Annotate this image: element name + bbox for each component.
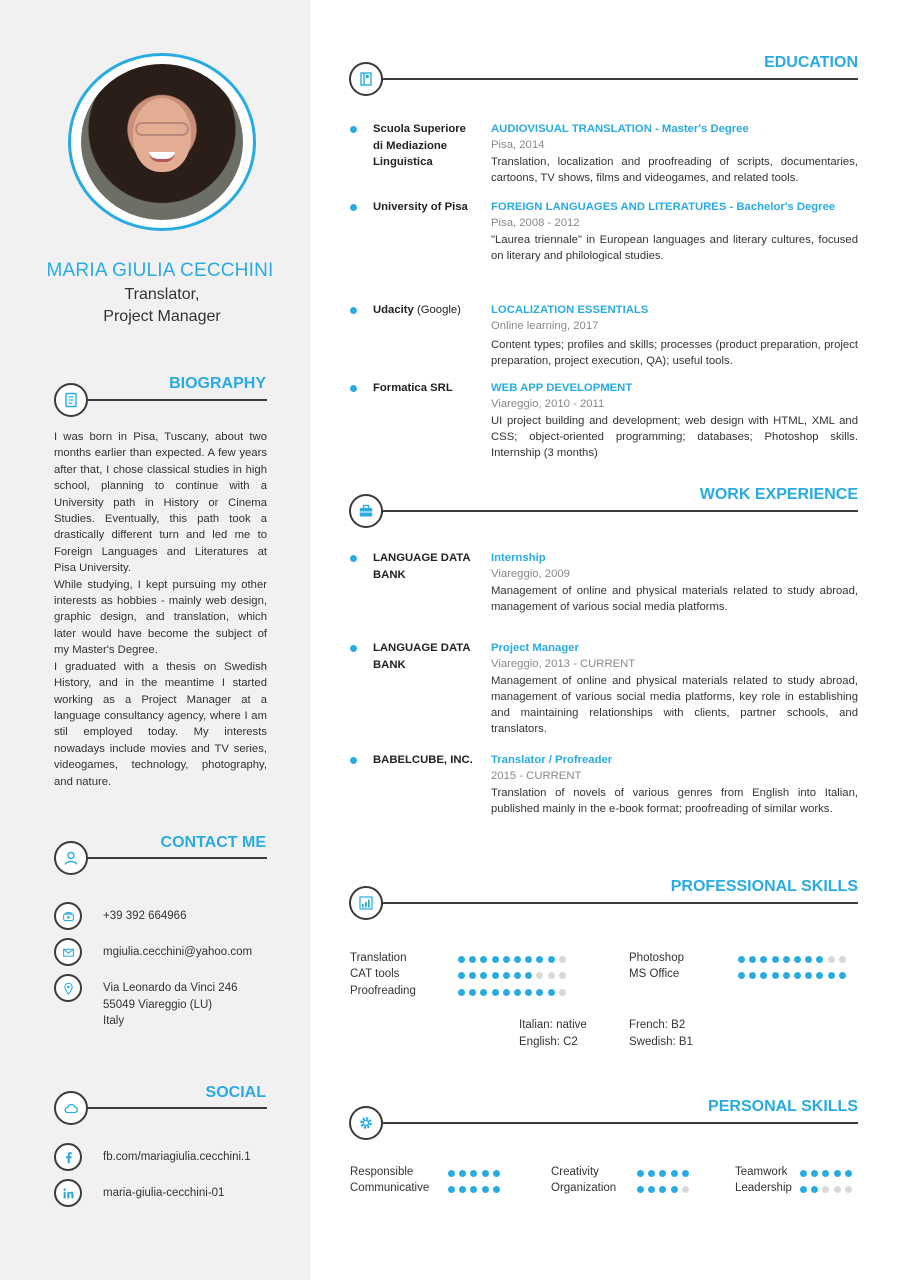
education-org-line: Formatica SRL bbox=[373, 382, 453, 394]
work-meta: Viareggio, 2009 bbox=[491, 568, 570, 581]
contact-rule bbox=[80, 857, 267, 859]
professional-skills-rule bbox=[375, 902, 858, 904]
education-details bbox=[491, 199, 858, 264]
rating-dot-filled bbox=[458, 972, 465, 979]
gear-icon bbox=[349, 1106, 383, 1140]
biography-rule bbox=[80, 399, 267, 401]
education-description: UI project building and development; web design with HTML, XML and CSS; object-oriented programming; databases; Photoshop skills. Internship (3 months) bbox=[491, 414, 858, 460]
contact-address-line2: 55049 Viareggio (LU) bbox=[103, 998, 213, 1011]
profile-role-line2: Project Manager bbox=[103, 308, 221, 325]
language-italian: Italian: native bbox=[519, 1019, 587, 1031]
education-details bbox=[491, 121, 858, 186]
map-pin-icon bbox=[54, 974, 82, 1002]
rating-dot-filled bbox=[525, 956, 532, 963]
bullet-dot bbox=[350, 555, 357, 562]
personal-skills-rule bbox=[375, 1122, 858, 1124]
skill-label: Translation bbox=[350, 952, 407, 964]
skill-rating bbox=[637, 1170, 689, 1177]
envelope-icon bbox=[54, 938, 82, 966]
languages-col-2 bbox=[629, 1017, 693, 1050]
education-meta: Pisa, 2008 - 2012 bbox=[491, 217, 580, 230]
professional-skills-title: PROFESSIONAL SKILLS bbox=[670, 878, 858, 895]
bullet-dot bbox=[350, 307, 357, 314]
rating-dot-filled bbox=[536, 989, 543, 996]
rating-dot-empty bbox=[845, 1186, 852, 1193]
rating-dot-filled bbox=[760, 956, 767, 963]
biography-text bbox=[54, 429, 267, 790]
rating-dot-filled bbox=[492, 972, 499, 979]
education-org bbox=[373, 121, 483, 171]
contact-phone[interactable]: +39 392 664966 bbox=[103, 910, 187, 922]
skill-label: Creativity bbox=[551, 1166, 599, 1178]
rating-dot-filled bbox=[637, 1170, 644, 1177]
rating-dot-filled bbox=[459, 1186, 466, 1193]
rating-dot-filled bbox=[480, 972, 487, 979]
phone-icon bbox=[54, 902, 82, 930]
rating-dot-empty bbox=[839, 956, 846, 963]
rating-dot-filled bbox=[482, 1186, 489, 1193]
rating-dot-filled bbox=[811, 1186, 818, 1193]
work-rule bbox=[375, 510, 858, 512]
biography-paragraph-1: I was born in Pisa, Tuscany, about two months earlier than expected. A few years after that, I chose classical studies in high school, planning to continue with a University path in History or Cinema Studies. Eventually, this path took a drastically different turn and led me to Foreign Languages and Literatures at Pisa University. bbox=[54, 431, 267, 575]
bullet-dot bbox=[350, 126, 357, 133]
work-org-line: BANK bbox=[373, 568, 406, 581]
contact-address-row bbox=[54, 974, 238, 1030]
skill-rating bbox=[458, 956, 566, 963]
skill-label: Proofreading bbox=[350, 985, 416, 997]
rating-dot-filled bbox=[800, 1170, 807, 1177]
education-org-extra: (Google) bbox=[413, 304, 461, 316]
rating-dot-filled bbox=[448, 1170, 455, 1177]
rating-dot-filled bbox=[816, 972, 823, 979]
rating-dot-empty bbox=[559, 956, 566, 963]
rating-dot-filled bbox=[845, 1170, 852, 1177]
work-org-line: LANGUAGE DATA bbox=[373, 642, 471, 654]
social-rule bbox=[80, 1107, 267, 1109]
rating-dot-filled bbox=[682, 1170, 689, 1177]
rating-dot-filled bbox=[503, 972, 510, 979]
work-meta: Viareggio, 2013 - CURRENT bbox=[491, 658, 636, 671]
rating-dot-filled bbox=[493, 1170, 500, 1177]
sidebar bbox=[0, 0, 310, 1280]
education-degree: FOREIGN LANGUAGES AND LITERATURES - Bachelor's Degree bbox=[491, 201, 836, 213]
bullet-dot bbox=[350, 204, 357, 211]
contact-email[interactable]: mgiulia.cecchini@yahoo.com bbox=[103, 946, 253, 958]
education-org bbox=[373, 380, 483, 397]
rating-dot-filled bbox=[834, 1170, 841, 1177]
rating-dot-filled bbox=[503, 956, 510, 963]
rating-dot-filled bbox=[783, 956, 790, 963]
rating-dot-filled bbox=[448, 1186, 455, 1193]
rating-dot-filled bbox=[536, 956, 543, 963]
bullet-dot bbox=[350, 645, 357, 652]
skill-rating bbox=[448, 1170, 500, 1177]
education-details bbox=[491, 302, 858, 369]
skill-rating bbox=[458, 972, 566, 979]
contact-address-line3: Italy bbox=[103, 1015, 125, 1027]
education-meta: Online learning, 2017 bbox=[491, 320, 599, 333]
skill-label: Teamwork bbox=[735, 1166, 788, 1178]
work-details bbox=[491, 640, 858, 738]
rating-dot-filled bbox=[822, 1170, 829, 1177]
rating-dot-filled bbox=[548, 989, 555, 996]
rating-dot-filled bbox=[659, 1170, 666, 1177]
social-linkedin-link[interactable]: maria-giulia-cecchini-01 bbox=[103, 1187, 225, 1199]
rating-dot-filled bbox=[800, 1186, 807, 1193]
rating-dot-filled bbox=[811, 1170, 818, 1177]
rating-dot-empty bbox=[828, 956, 835, 963]
work-position: Project Manager bbox=[491, 642, 579, 654]
language-french: French: B2 bbox=[629, 1019, 686, 1031]
contact-address-line1: Via Leonardo da Vinci 246 bbox=[103, 982, 238, 994]
education-org bbox=[373, 302, 483, 319]
education-description: Translation, localization and proofreading of scripts, documentaries, cartoons, TV shows, films and videogames, and related tools. bbox=[491, 155, 858, 184]
rating-dot-filled bbox=[493, 1186, 500, 1193]
briefcase-icon bbox=[349, 494, 383, 528]
education-degree: AUDIOVISUAL TRANSLATION - Master's Degree bbox=[491, 123, 749, 135]
profile-role bbox=[0, 284, 324, 328]
rating-dot-filled bbox=[839, 972, 846, 979]
rating-dot-filled bbox=[794, 972, 801, 979]
work-details bbox=[491, 752, 858, 817]
biography-paragraph-3: I graduated with a thesis on Swedish History, and in the meantime I started working as a Project Manager at a language consultancy agency, where I am stil employed today. My interests nowadays include movies and TV series, videogames, technology, photography, and nature. bbox=[54, 660, 267, 788]
education-degree: LOCALIZATION ESSENTIALS bbox=[491, 304, 649, 316]
rating-dot-filled bbox=[514, 972, 521, 979]
rating-dot-filled bbox=[671, 1186, 678, 1193]
cloud-icon bbox=[54, 1091, 88, 1125]
work-org-line: BANK bbox=[373, 658, 406, 671]
work-title: WORK EXPERIENCE bbox=[699, 486, 858, 503]
contact-phone-row bbox=[54, 902, 186, 930]
education-title: EDUCATION bbox=[764, 54, 858, 71]
rating-dot-filled bbox=[828, 972, 835, 979]
contact-address bbox=[103, 974, 238, 1030]
document-icon bbox=[54, 383, 88, 417]
rating-dot-filled bbox=[514, 956, 521, 963]
rating-dot-filled bbox=[648, 1186, 655, 1193]
rating-dot-filled bbox=[525, 972, 532, 979]
rating-dot-filled bbox=[492, 989, 499, 996]
user-icon bbox=[54, 841, 88, 875]
biography-title: BIOGRAPHY bbox=[169, 375, 266, 392]
rating-dot-filled bbox=[659, 1186, 666, 1193]
skill-rating bbox=[458, 989, 566, 996]
languages-col-1 bbox=[519, 1017, 587, 1050]
education-meta: Viareggio, 2010 - 2011 bbox=[491, 398, 605, 411]
rating-dot-filled bbox=[749, 972, 756, 979]
rating-dot-filled bbox=[671, 1170, 678, 1177]
skill-label: Organization bbox=[551, 1182, 617, 1194]
rating-dot-filled bbox=[805, 956, 812, 963]
education-org-line: di Mediazione bbox=[373, 139, 448, 152]
rating-dot-filled bbox=[469, 989, 476, 996]
skill-label: MS Office bbox=[629, 968, 680, 980]
work-description: Translation of novels of various genres from English into Italian, published mainly in the e-book format; proofreading of similar works. bbox=[491, 786, 858, 815]
rating-dot-filled bbox=[480, 956, 487, 963]
work-org bbox=[373, 752, 483, 769]
rating-dot-filled bbox=[482, 1170, 489, 1177]
rating-dot-empty bbox=[834, 1186, 841, 1193]
rating-dot-filled bbox=[469, 956, 476, 963]
contact-email-row bbox=[54, 938, 252, 966]
language-swedish: Swedish: B1 bbox=[629, 1035, 693, 1048]
education-org-line: Scuola Superiore bbox=[373, 123, 466, 135]
social-facebook-row bbox=[54, 1143, 251, 1171]
rating-dot-filled bbox=[749, 956, 756, 963]
rating-dot-filled bbox=[738, 972, 745, 979]
bullet-dot bbox=[350, 385, 357, 392]
book-icon bbox=[349, 62, 383, 96]
rating-dot-filled bbox=[738, 956, 745, 963]
bar-chart-icon bbox=[349, 886, 383, 920]
rating-dot-filled bbox=[548, 956, 555, 963]
language-english: English: C2 bbox=[519, 1035, 578, 1048]
rating-dot-filled bbox=[459, 1170, 466, 1177]
skill-label: Photoshop bbox=[629, 952, 684, 964]
skill-label: Communicative bbox=[350, 1182, 430, 1194]
rating-dot-filled bbox=[760, 972, 767, 979]
rating-dot-filled bbox=[470, 1186, 477, 1193]
rating-dot-empty bbox=[822, 1186, 829, 1193]
rating-dot-empty bbox=[548, 972, 555, 979]
education-org-line: University of Pisa bbox=[373, 201, 468, 213]
profile-photo-frame bbox=[68, 53, 256, 231]
rating-dot-filled bbox=[469, 972, 476, 979]
rating-dot-empty bbox=[559, 972, 566, 979]
rating-dot-filled bbox=[503, 989, 510, 996]
work-position: Translator / Profreader bbox=[491, 754, 613, 766]
rating-dot-filled bbox=[458, 989, 465, 996]
education-org-line: Linguistica bbox=[373, 156, 433, 168]
personal-skills-title: PERSONAL SKILLS bbox=[708, 1098, 858, 1115]
rating-dot-filled bbox=[805, 972, 812, 979]
education-description: Content types; profiles and skills; processes (product preparation, project preparation, project execution, QA); useful tools. bbox=[491, 338, 858, 367]
rating-dot-filled bbox=[783, 972, 790, 979]
work-meta: 2015 - CURRENT bbox=[491, 770, 582, 783]
education-org-line: Udacity bbox=[373, 304, 414, 316]
rating-dot-filled bbox=[772, 956, 779, 963]
work-position: Internship bbox=[491, 552, 546, 564]
profile-name: MARIA GIULIA CECCHINI bbox=[46, 260, 274, 281]
skill-rating bbox=[738, 972, 846, 979]
work-description: Management of online and physical materials related to study abroad, management of various social media platforms, key role in establishing and maintaining relationships with clients, partner schools, and translators. bbox=[491, 674, 858, 736]
rating-dot-filled bbox=[772, 972, 779, 979]
rating-dot-empty bbox=[682, 1186, 689, 1193]
skill-label: CAT tools bbox=[350, 968, 400, 980]
skill-rating bbox=[738, 956, 846, 963]
work-org bbox=[373, 550, 483, 583]
linkedin-icon[interactable] bbox=[54, 1179, 82, 1207]
skill-rating bbox=[637, 1186, 689, 1193]
skill-label: Responsible bbox=[350, 1166, 414, 1178]
contact-title: CONTACT ME bbox=[160, 834, 266, 851]
rating-dot-filled bbox=[470, 1170, 477, 1177]
work-org-line: LANGUAGE DATA bbox=[373, 552, 471, 564]
education-description: "Laurea triennale" in European languages and literary cultures, focused on literary and philological studies. bbox=[491, 233, 858, 262]
rating-dot-filled bbox=[480, 989, 487, 996]
education-org bbox=[373, 199, 483, 216]
education-rule bbox=[375, 78, 858, 80]
rating-dot-empty bbox=[559, 989, 566, 996]
profile-photo bbox=[81, 64, 243, 220]
facebook-icon[interactable] bbox=[54, 1143, 82, 1171]
biography-paragraph-2: While studying, I kept pursuing my other interests as hobbies - mainly web design, graphic design, and translation, which later would have become the subject of my Master's Degree. bbox=[54, 578, 267, 657]
rating-dot-filled bbox=[794, 956, 801, 963]
skill-rating bbox=[800, 1170, 852, 1177]
bullet-dot bbox=[350, 757, 357, 764]
rating-dot-filled bbox=[514, 989, 521, 996]
rating-dot-filled bbox=[525, 989, 532, 996]
skill-rating bbox=[448, 1186, 500, 1193]
work-description: Management of online and physical materials related to study abroad, management of various social media platforms. bbox=[491, 584, 858, 613]
social-linkedin-row bbox=[54, 1179, 224, 1207]
work-org bbox=[373, 640, 483, 673]
skill-label: Leadership bbox=[735, 1182, 792, 1194]
work-details bbox=[491, 550, 858, 615]
skill-rating bbox=[800, 1186, 852, 1193]
education-degree: WEB APP DEVELOPMENT bbox=[491, 382, 633, 394]
rating-dot-filled bbox=[648, 1170, 655, 1177]
social-facebook-link[interactable]: fb.com/mariagiulia.cecchini.1 bbox=[103, 1151, 251, 1163]
rating-dot-filled bbox=[637, 1186, 644, 1193]
rating-dot-filled bbox=[816, 956, 823, 963]
social-title: SOCIAL bbox=[205, 1084, 266, 1101]
rating-dot-filled bbox=[458, 956, 465, 963]
profile-role-line1: Translator, bbox=[124, 286, 200, 303]
rating-dot-empty bbox=[536, 972, 543, 979]
rating-dot-filled bbox=[492, 956, 499, 963]
work-org-line: BABELCUBE, INC. bbox=[373, 754, 473, 766]
education-meta: Pisa, 2014 bbox=[491, 139, 545, 152]
education-details bbox=[491, 380, 858, 461]
